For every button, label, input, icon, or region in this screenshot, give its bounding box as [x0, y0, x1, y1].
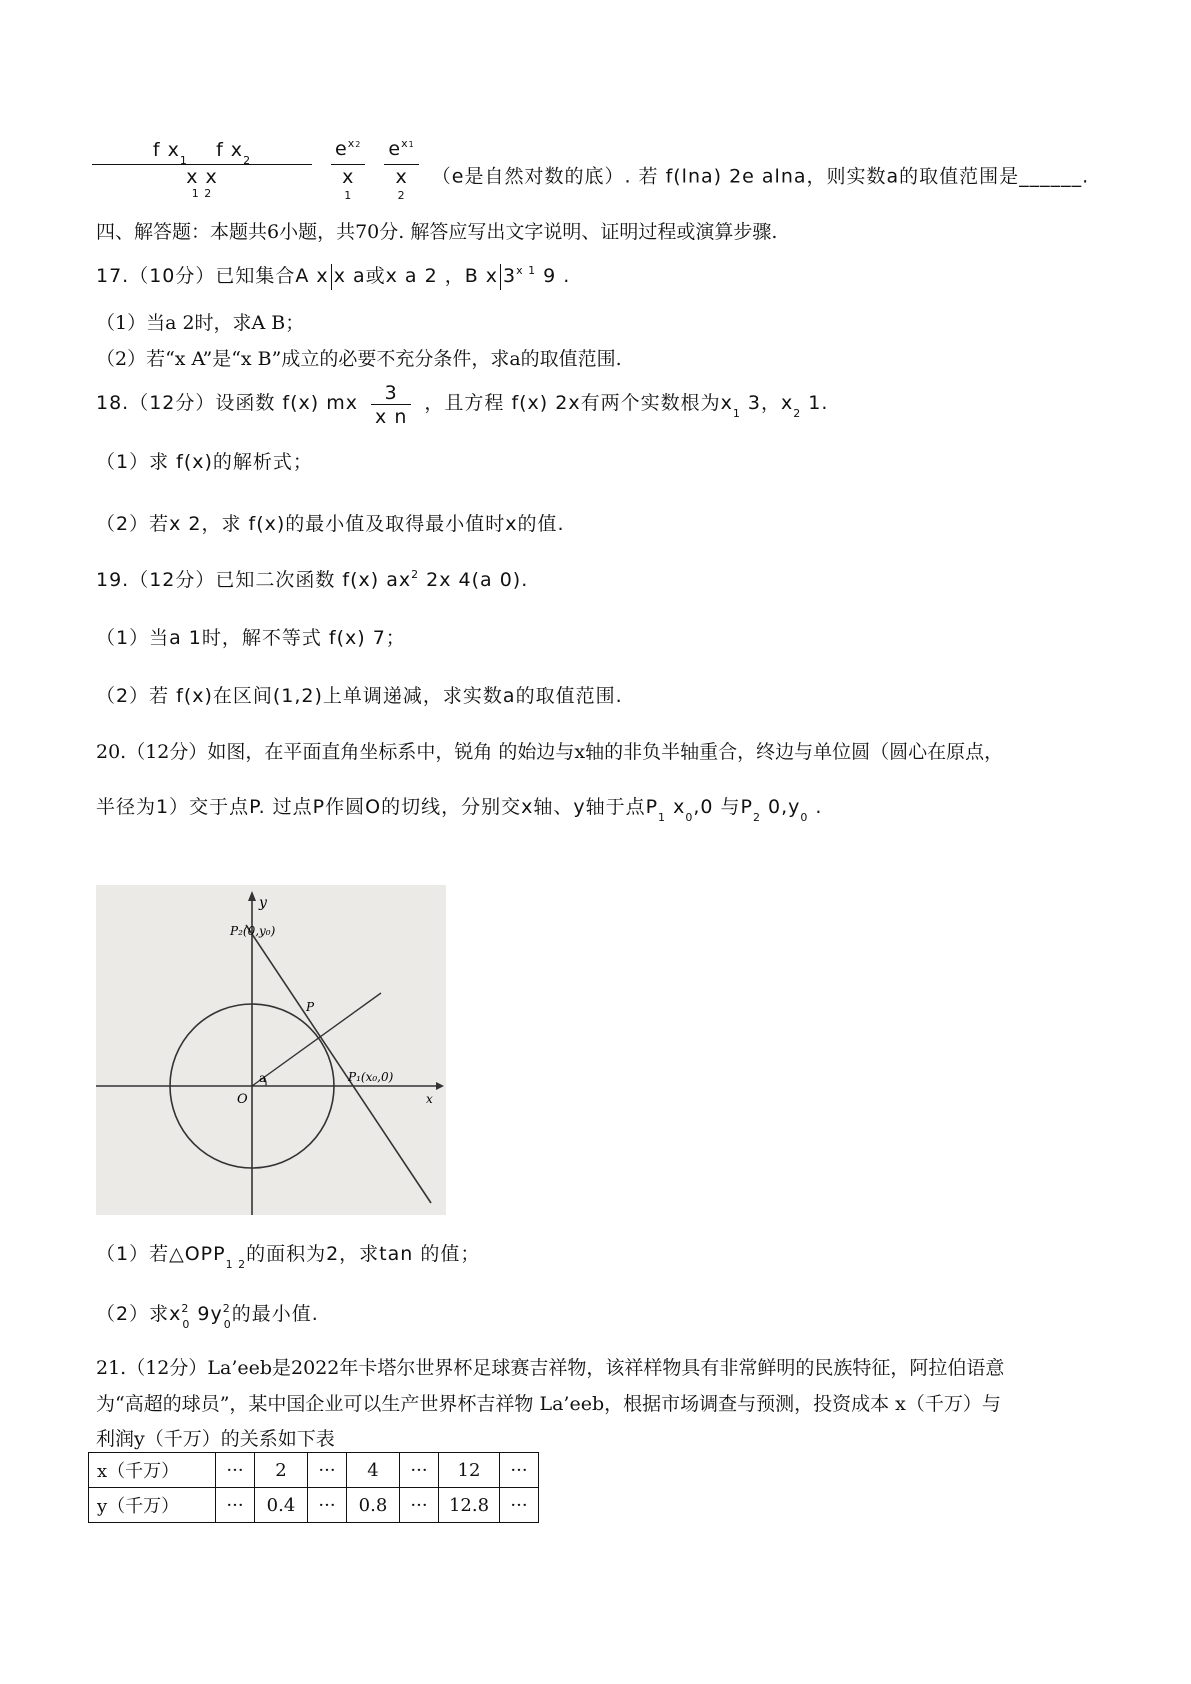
q17-part2: （2）若“x A”是“x B”成立的必要不充分条件，求a的取值范围.: [96, 348, 622, 370]
q18-stem: 18.（12分）设函数 f(x) mx $\frac{3}{\text{x n}}$ ，且方程 f(x) 2x有两个实数根为$x_1$ 3，$x_2$ 1.: [96, 382, 829, 428]
table-cell: x（千万）: [89, 1453, 216, 1488]
q18-part1: （1）求 f(x)的解析式；: [96, 451, 313, 473]
table-cell: ···: [308, 1453, 347, 1488]
table-cell: ···: [500, 1453, 539, 1488]
q19-part2: （2）若 f(x)在区间(1,2)上单调递减，求实数a的取值范围.: [96, 685, 623, 707]
table-cell: 0.8: [347, 1488, 400, 1523]
q20-stem-line1: 20.（12分）如图，在平面直角坐标系中，锐角 的始边与x轴的非负半轴重合，终边与单位圆（圆心在原点，: [96, 741, 1004, 763]
label-p: P: [306, 1000, 315, 1014]
q21-stem-line3: 利润y（千万）的关系如下表: [96, 1428, 335, 1450]
q16-tail-text: （e是自然对数的底）. 若 f(lna) 2e alna，则实数a的取值范围是______.: [431, 165, 1090, 188]
label-p2: P₂(0,y₀): [230, 924, 276, 938]
unit-circle-diagram: [96, 885, 446, 1215]
table-cell: ···: [400, 1453, 439, 1488]
q20-part2: （2）求$x^2_0$ $9y^2_0$的最小值.: [96, 1302, 319, 1331]
table-cell: y（千万）: [89, 1488, 216, 1523]
y-axis-arrow: [248, 891, 256, 901]
table-cell: 12.8: [439, 1488, 500, 1523]
unit-circle-figure: [96, 885, 446, 1215]
table-cell: 4: [347, 1453, 400, 1488]
q19-stem: 19.（12分）已知二次函数 f(x) $ax^2$ 2x 4(a 0).: [96, 568, 529, 591]
table-cell: ···: [500, 1488, 539, 1523]
q19-part1: （1）当a 1时，解不等式 f(x) 7；: [96, 627, 406, 649]
fraction-difference-quotient: f $x_1$ f $x_2$ x x $^{1 2}$: [92, 139, 312, 216]
q17-stem: 17.（10分）已知集合A x x a或x a 2 ，B x $3^{x 1}$ 9 .: [96, 262, 570, 293]
q20-part1: （1）若$\triangle OPP_{1 2}$的面积为2，求tan 的值；: [96, 1243, 481, 1271]
fraction-exp-x1-over-x2: $e^{x1}$ x $^2$: [384, 138, 418, 216]
label-x: x: [426, 1092, 433, 1106]
table-cell: ···: [308, 1488, 347, 1523]
q21-stem-line2: 为“高超的球员”，某中国企业可以生产世界杯吉祥物 La’eeb，根据市场调查与预测，投资成本 x（千万）与: [96, 1393, 1001, 1415]
q17-part1: （1）当a 2时，求A B；: [96, 312, 305, 334]
label-p1: P₁(x₀,0): [348, 1070, 394, 1084]
q20-stem-line2: 半径为1）交于点P. 过点P作圆O的切线，分别交x轴、y轴于点$P_1$ $x_0,0$ 与$P_2$ $0,y_0$ .: [96, 796, 823, 824]
table-cell: 0.4: [255, 1488, 308, 1523]
label-alpha: a: [259, 1071, 267, 1085]
table-row-y: [89, 1488, 539, 1523]
fraction-exp-x2-over-x1: $e^{x2}$ x $^1$: [331, 138, 365, 216]
table-cell: 12: [439, 1453, 500, 1488]
q18-part2: （2）若x 2，求 f(x)的最小值及取得最小值时x的值.: [96, 513, 565, 535]
table-row-x: [89, 1453, 539, 1488]
q18-fraction: $\frac{3}{\text{x n}}$: [371, 382, 411, 429]
table-cell: ···: [400, 1488, 439, 1523]
table-cell: ···: [216, 1453, 255, 1488]
q16-tail-line: [92, 138, 1089, 216]
table-cell: 2: [255, 1453, 308, 1488]
table-cell: ···: [216, 1488, 255, 1523]
section-4-heading: 四、解答题：本题共6小题，共70分. 解答应写出文字说明、证明过程或演算步骤.: [96, 221, 778, 243]
x-axis-arrow: [436, 1082, 444, 1090]
label-y: y: [259, 895, 267, 911]
q21-stem-line1: 21.（12分）La’eeb是2022年卡塔尔世界杯足球赛吉祥物，该祥样物具有非常鲜明的民族特征，阿拉伯语意: [96, 1357, 1005, 1379]
label-o: O: [237, 1092, 248, 1107]
cost-profit-table: [88, 1452, 539, 1523]
tangent-line: [246, 925, 431, 1203]
